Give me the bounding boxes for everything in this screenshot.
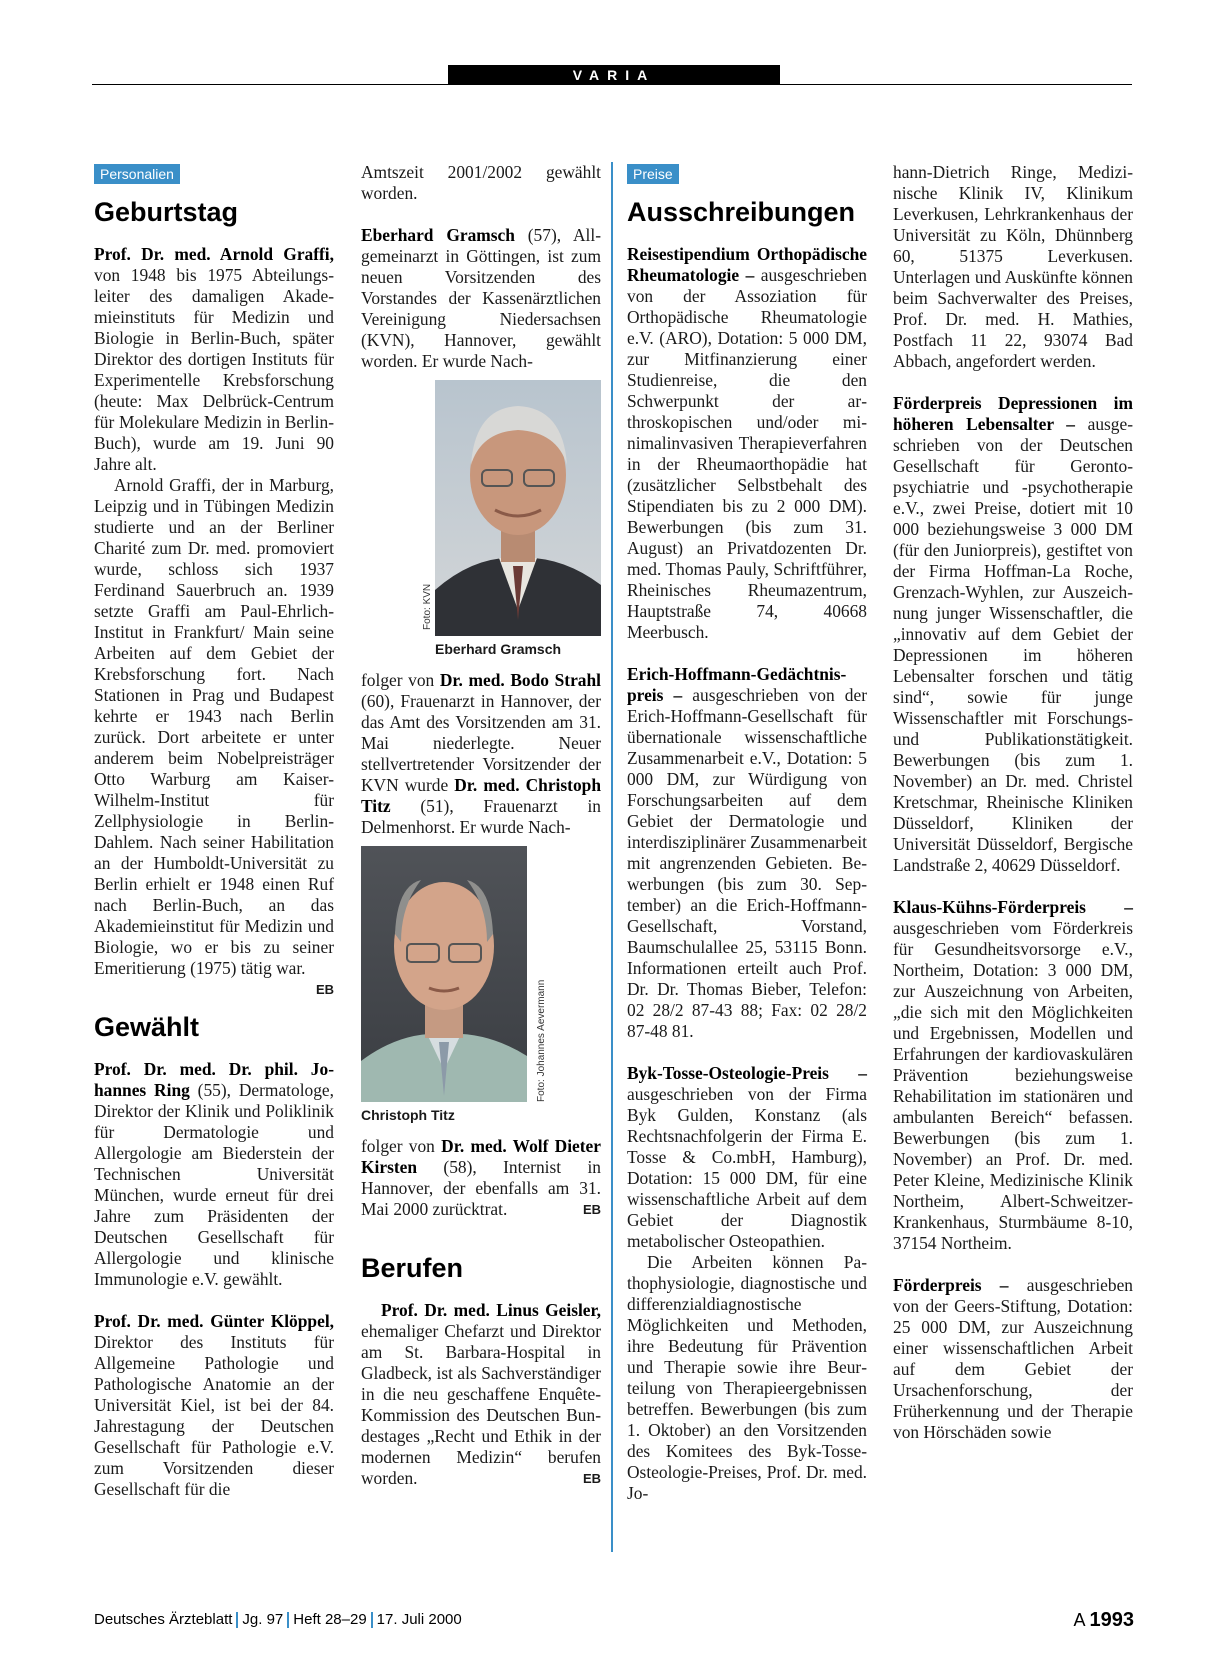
- issue: Heft 28–29: [293, 1611, 367, 1628]
- bold-name: Erich-Hoffmann-Gedächtnispreis –: [627, 664, 847, 705]
- paragraph: [893, 393, 1133, 876]
- paragraph-text: ausgeschrieben von der Geers-Stiftung, Dotation: 25 000 DM, zur Auszeichnung einer wissenschaftlichen Arbeit auf dem Gebiet der Ursachenforschung, der Früherkennung und der Therapie von Hörschäden sowie: [893, 1275, 1133, 1442]
- paragraph-text: (51), Frauenarzt in Delmenhorst. Er wurde Nach-: [361, 796, 601, 837]
- paragraph-text: folger von: [361, 670, 440, 690]
- issue-date: 17. Juli 2000: [376, 1611, 462, 1628]
- bold-name: Förderpreis Depressionen im höheren Lebensalter –: [893, 393, 1133, 434]
- paragraph-text: ausgeschrieben von der Erich-Hoffmann-Gesellschaft für übernationale wissenschaftliche Zusammenarbeit e.V., Dotation: 5 000 DM, zur Würdigung von Forschungsarbeiten auf dem Gebiet der Dermatologie und interdisziplinärer Zusammenarbeit mit angrenzenden Gebieten. Bewerbungen (bis zum 30. September) an die Erich-Hoffmann-Gesellschaft, Vorstand, Baumschulallee 25, 53115 Bonn. Informationen erteilt auch Prof. Dr. Dr. Thomas Bieber, Telefon: 02 28/2 87-43 88; Fax: 02 28/2 87-48 81.: [627, 685, 867, 1041]
- page-number-value: 1993: [1089, 1609, 1134, 1631]
- paragraph-text: (60), Frauenarzt in Hannover, der das Amt des Vorsitzenden am 31. Mai niederlegte. Neuer stellvertretender Vorsitzender der KVN wurde: [361, 691, 601, 795]
- paragraph-text: (58), Internist in Hannover, der ebenfalls am 31. Mai 2000 zurücktrat.: [361, 1157, 601, 1219]
- photo-caption: Christoph Titz: [361, 1107, 455, 1123]
- paragraph: [94, 475, 334, 997]
- bold-name: Dr. med. Christoph Titz: [361, 775, 601, 816]
- footer-separator: [287, 1612, 289, 1628]
- portrait-illustration: [361, 846, 527, 1102]
- portrait-photo-gramsch: [435, 380, 601, 636]
- photo-caption: Eberhard Gramsch: [435, 641, 562, 657]
- paragraph-text: (57), Allgemeinarzt in Göttingen, ist zum neuen Vorsitzenden des Vorstandes der Kassenärztlichen Vereinigung Niedersachsen (KVN), Hannover, gewählt worden. Er wurde Nach-: [361, 225, 601, 371]
- footer-separator: [236, 1612, 238, 1628]
- category-tag-personalien: Personalien: [94, 164, 180, 184]
- bold-name: Förderpreis –: [893, 1275, 1009, 1295]
- paragraph: [627, 244, 867, 643]
- paragraph: [893, 897, 1133, 1254]
- bold-name: Prof. Dr. med. Dr. phil. Johannes Ring: [94, 1059, 334, 1100]
- volume: Jg. 97: [242, 1611, 284, 1628]
- bold-name: Eberhard Gramsch: [361, 225, 515, 245]
- heading-geburtstag: Geburtstag: [94, 197, 239, 227]
- paragraph-text: von 1948 bis 1975 Abteilungsleiter des damaligen Akademieinstituts für Medizin und Biologie in Berlin-Buch, später Direktor des dortigen Instituts für Experimentelle Krebsforschung (heute: Max Delbrück-Centrum für Molekulare Medizin in Berlin-Buch), wurde am 19. Juni 90 Jahre alt.: [94, 265, 334, 474]
- journal-name: Deutsches Ärzteblatt: [94, 1611, 233, 1628]
- paragraph: [361, 670, 601, 838]
- bold-name: Reisestipendium Orthopädische Rheumatologie –: [627, 244, 867, 285]
- paragraph: [893, 1275, 1133, 1443]
- column-1: [94, 162, 334, 1552]
- paragraph-text: Direktor des Instituts für Allgemeine Pathologie und Pathologische Anatomie an der Universität Kiel, ist bei der 84. Jahrestagung der Deutschen Gesellschaft für Pathologie e.V. zum Vorsitzenden dieser Gesellschaft für die: [94, 1332, 334, 1499]
- bold-name: Prof. Dr. med. Arnold Graffi,: [94, 244, 334, 264]
- paragraph: Die Arbeiten können Pathophysiologie, diagnostische und differenzialdiagnostische Möglichkeiten und Methoden, ihre Bedeutung für Prävention und Therapie sowie ihre Beurteilung von Therapieergebnissen betreffen. Bewerbungen (bis zum 1. Oktober) an den Vorsitzenden des Komitees des Byk-Tosse-Osteologie-Preises, Prof. Dr. med. Jo-: [627, 1252, 867, 1503]
- portrait-photo-titz: [361, 846, 527, 1102]
- paragraph: [627, 664, 867, 1042]
- category-tag-preise: Preise: [627, 164, 679, 184]
- paragraph: [94, 1311, 334, 1500]
- author-initials: EB: [582, 1471, 601, 1486]
- bold-name: Klaus-Kühns-Förderpreis –: [893, 897, 1133, 917]
- heading-gewaehlt: Gewählt: [94, 1012, 200, 1042]
- paragraph-text: ehemaliger Chefarzt und Direktor am St. Barbara-Hospital in Gladbeck, ist als Sachverständiger in die neu geschaffene Enquête-Kommission des Deutschen Bundestages „Recht und Ethik in der modernen Medizin“ berufen worden.: [361, 1321, 601, 1488]
- bold-name: Dr. med. Bodo Strahl: [439, 670, 601, 690]
- bold-name: Dr. med. Wolf Dieter Kirsten: [361, 1136, 601, 1177]
- author-initials: EB: [582, 1202, 601, 1217]
- paragraph: [361, 225, 601, 372]
- bold-name: Prof. Dr. med. Linus Geisler,: [381, 1300, 601, 1320]
- bold-name: Prof. Dr. med. Günter Klöppel,: [94, 1311, 334, 1331]
- paragraph-text: ausgeschrieben von der Deutschen Gesellschaft für Gerontopsychiatrie und -psychotherapie e.V., zwei Preise, dotiert mit 10 000 beziehungsweise 3 000 DM (für den Juniorpreis), gestiftet von der Firma Hoffman-La Roche, Grenzach-Wyhlen, zur Auszeichnung junger Wissenschaftler, die „innovativ auf dem Gebiet der Depressionen im höheren Lebensalter forschen und tätig sind“, sowie für junge Wissenschaftler mit Forschungs- und Publikationstätigkeit. Bewerbungen (bis zum 1. November) an Dr. med. Christel Kretschmar, Rheinische Kliniken Düsseldorf, Kliniken der Universität Düsseldorf, Bergische Landstraße 2, 40629 Düsseldorf.: [893, 414, 1133, 875]
- page-number: [1073, 1608, 1134, 1632]
- paragraph: [94, 244, 334, 475]
- paragraph-text: folger von: [361, 1136, 442, 1156]
- paragraph: [361, 1300, 601, 1489]
- photo-figure-gramsch: [361, 380, 601, 658]
- page-footer: [94, 1608, 1134, 1632]
- heading-ausschreibungen: Ausschreibungen: [627, 197, 856, 227]
- paragraph-text: (55), Dermatologe, Direktor der Klinik und Poliklinik für Dermatologie und Allergologie am Biederstein der Technischen Universität München, wurde erneut für drei Jahre zum Präsidenten der Deutschen Gesellschaft für Allergologie und klinische Immunologie e.V. gewählt.: [94, 1080, 334, 1289]
- paragraph: Amtszeit 2001/2002 gewählt worden.: [361, 162, 601, 203]
- photo-figure-titz: [361, 846, 601, 1124]
- paragraph: [627, 1063, 867, 1252]
- section-header: VARIA: [448, 65, 780, 85]
- paragraph-text: ausgeschrieben vom Förderkreis für Gesundheitsvorsorge e.V., Northeim, Dotation: 3 000 DM, zur Auszeichnung von Arbeiten, „die sich mit den Möglichkeiten und Ergebnissen, Modellen und Erfahrungen der kardiovaskulären Prävention beziehungsweise Rehabilitation im stationären und ambulanten Bereich“ befassen. Bewerbungen (bis zum 1. November) an Prof. Dr. med. Peter Kleine, Medizinische Klinik Northeim, Albert-Schweitzer-Krankenhaus, Sturmbäume 8-10, 37154 Northeim.: [893, 918, 1133, 1253]
- column-4: [893, 162, 1133, 1552]
- paragraph-text: ausgeschrieben von der Firma Byk Gulden, Konstanz (als Rechtsnachfolgerin der Firma E. Tosse & Co.mbH, Hamburg), Dotation: 15 000 DM, für eine wissenschaftliche Arbeit auf dem Gebiet der Diagnostik metabolischer Osteopathien.: [627, 1084, 867, 1251]
- paragraph-text: Arnold Graffi, der in Marburg, Leipzig und in Tübingen Medizin studierte und an der Berliner Charité zum Dr. med. promoviert wurde, schloss sich 1937 Ferdinand Sauerbruch an. 1939 setzte Graffi am Paul-Ehrlich-Institut in Frankfurt/ Main seine Arbeiten auf dem Gebiet der Krebsforschung fort. Nach Stationen in Prag und Budapest kehrte er 1943 nach Berlin zurück. Dort arbeitete er unter anderem beim Nobelpreisträger Otto Warburg am Kaiser-Wilhelm-Institut für Zellphysiologie in Berlin-Dahlem. Nach seiner Habilitation an der Humboldt-Universität zu Berlin erhielt er 1948 einen Ruf nach Berlin-Buch, an das Akademieinstitut für Medizin und Biologie, wo er bis zu seiner Emeritierung (1975) tätig war.: [94, 475, 334, 978]
- paragraph: hann-Dietrich Ringe, Medizinische Klinik IV, Klinikum Leverkusen, Lehrkrankenhaus der Universität zu Köln, Dhünnberg 60, 51375 Leverkusen. Unterlagen und Auskünfte können beim Sachverwalter des Preises, Prof. Dr. med. H. Mathies, Postfach 11 22, 93074 Bad Abbach, angefordert werden.: [893, 162, 1133, 371]
- column-separator: [611, 162, 613, 1552]
- footer-separator: [371, 1612, 373, 1628]
- photo-credit: Foto: KVN: [422, 583, 433, 630]
- paragraph-text: ausgeschrieben von der Assoziation für Orthopädische Rheumatologie e.V. (ARO), Dotation: 5 000 DM, zur Mitfinanzierung einer Studienreise, die den Schwerpunkt der arthroskopischen und/oder minimalinvasiven Therapieverfahren in der Rheumaorthopädie hat (zusätzlicher Selbstbehalt des Stipendiaten bis zu 2 000 DM). Bewerbungen (bis zum 31. August) an Privatdozenten Dr. med. Thomas Pauly, Schriftführer, Rheinisches Rheumazentrum, Hauptstraße 74, 40668 Meerbusch.: [627, 265, 867, 642]
- column-2: [361, 162, 601, 1552]
- page-prefix: A: [1073, 1610, 1085, 1630]
- author-initials: EB: [315, 982, 334, 997]
- photo-credit: Foto: Johannes Aevermann: [536, 979, 547, 1102]
- portrait-illustration: [435, 380, 601, 636]
- paragraph: [94, 1059, 334, 1290]
- heading-berufen: Berufen: [361, 1253, 464, 1283]
- bold-name: Byk-Tosse-Osteologie-Preis –: [627, 1063, 867, 1083]
- paragraph: [361, 1136, 601, 1220]
- column-3: [627, 162, 867, 1552]
